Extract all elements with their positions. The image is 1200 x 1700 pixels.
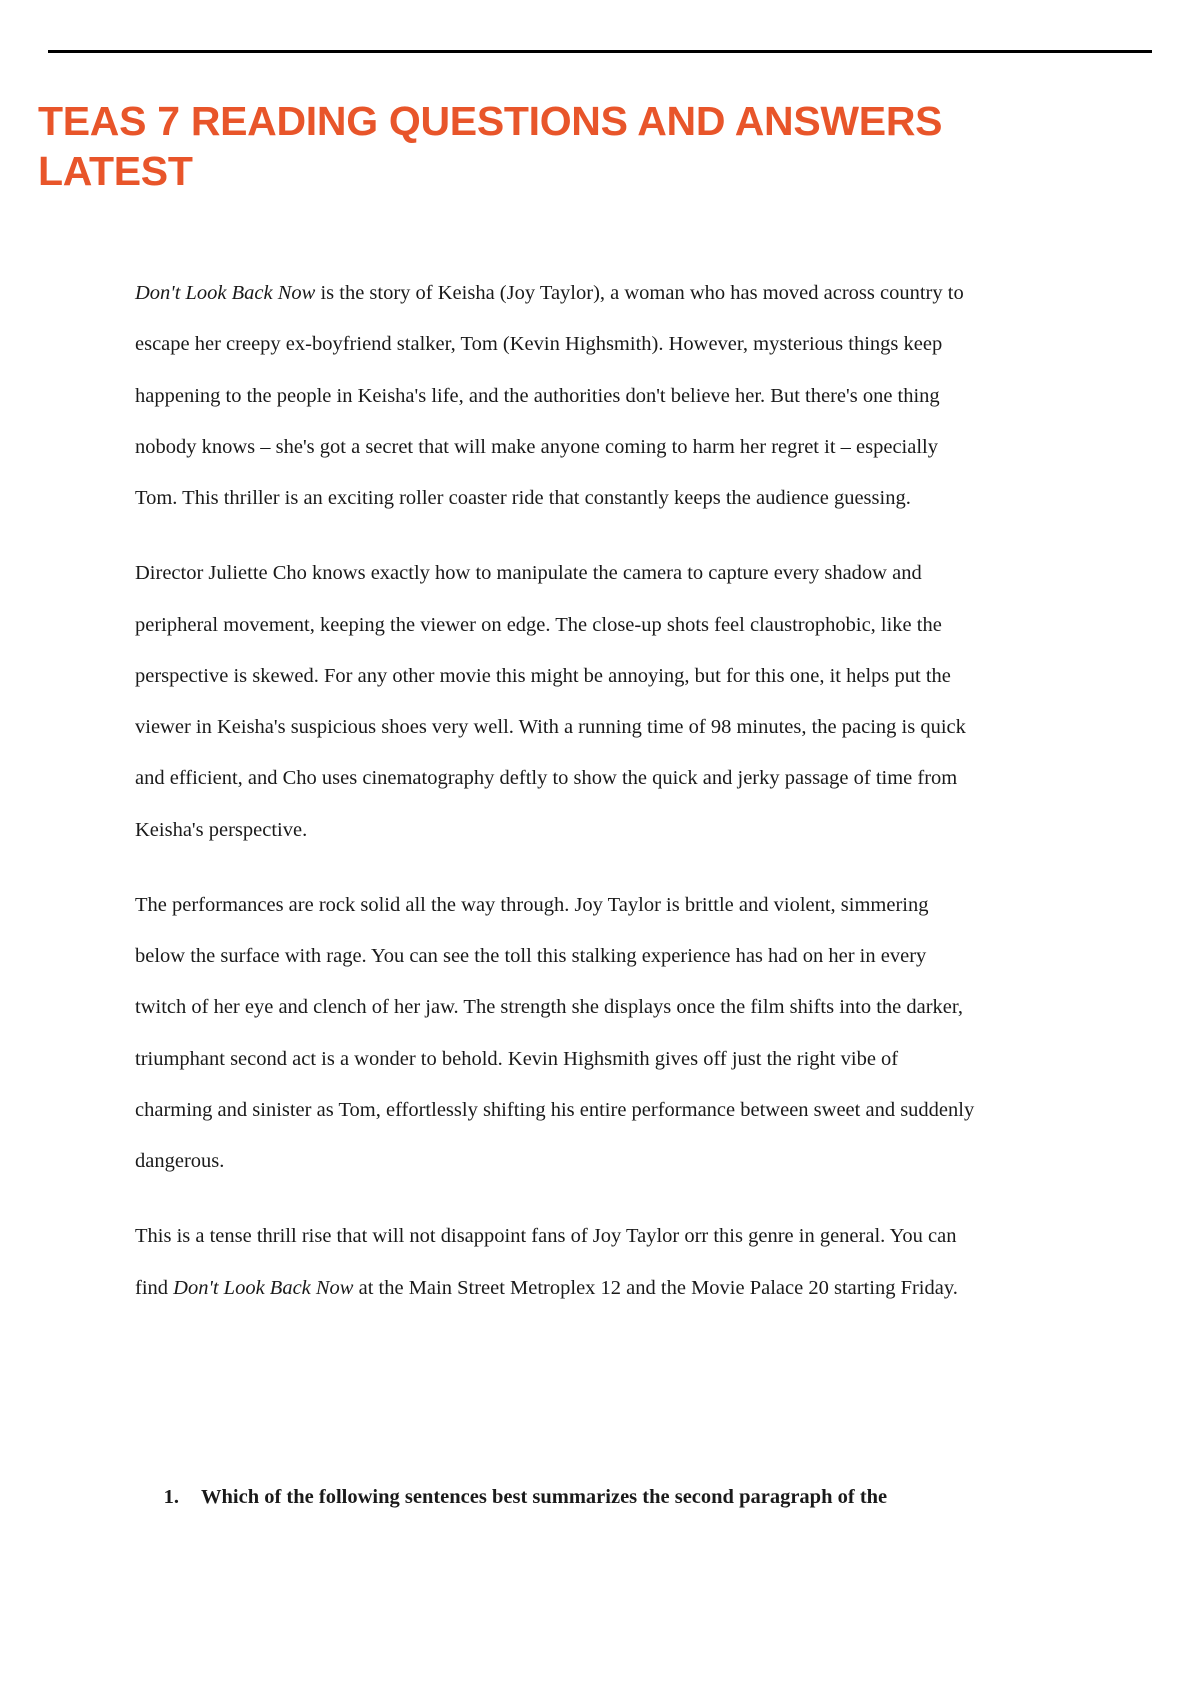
question-number: 1.: [163, 1486, 179, 1508]
document-body: [135, 268, 978, 1338]
paragraph-3-text: The performances are rock solid all the way through. Joy Taylor is brittle and violent, simmering below the surface with rage. You can see the toll this stalking experience has had on her in every twitch of her eye and clench of her jaw. The strength she displays once the film shifts into the darker, triumphant second act is a wonder to behold. Kevin Highsmith gives off just the right vibe of charming and sinister as Tom, effortlessly shifting his entire performance between sweet and suddenly dangerous.: [135, 893, 975, 1172]
paragraph-2: [135, 548, 978, 856]
paragraph-3: [135, 880, 978, 1188]
paragraph-1-text: is the story of Keisha (Joy Taylor), a woman who has moved across country to escape her creepy ex-boyfriend stalker, Tom (Kevin Highsmith). However, mysterious things keep happening to the people in Keisha's life, and the authorities don't believe her. But there's one thing nobody knows – she's got a secret that will make anyone coming to harm her regret it – especially Tom. This thriller is an exciting roller coaster ride that constantly keeps the audience guessing.: [135, 282, 964, 509]
question-list: [135, 1482, 978, 1513]
page-title: TEAS 7 READING QUESTIONS AND ANSWERS LATEST: [38, 98, 943, 195]
list-item: [135, 1482, 978, 1513]
paragraph-4-text-a: This is a tense thrill rise that will not disappoint fans of Joy Taylor orr this genre in general. You can find: [135, 1225, 957, 1299]
paragraph-4-text-b: at the Main Street Metroplex 12 and the Movie Palace 20 starting Friday.: [353, 1276, 958, 1299]
paragraph-1-title-italic: Don't Look Back Now: [135, 282, 316, 304]
paragraph-2-text: Director Juliette Cho knows exactly how to manipulate the camera to capture every shadow and peripheral movement, keeping the viewer on edge. The close-up shots feel claustrophobic, like the perspective is skewed. For any other movie this might be annoying, but for this one, it helps put the viewer in Keisha's suspicious shoes very well. With a running time of 98 minutes, the pacing is quick and efficient, and Cho uses cinematography deftly to show the quick and jerky passage of time from Keisha's perspective.: [135, 562, 966, 841]
question-text: Which of the following sentences best summarizes the second paragraph of the: [201, 1486, 888, 1508]
header-rule: [48, 50, 1152, 53]
paragraph-4: [135, 1211, 978, 1314]
paragraph-1: [135, 268, 978, 524]
paragraph-4-title-italic: Don't Look Back Now: [173, 1276, 354, 1299]
